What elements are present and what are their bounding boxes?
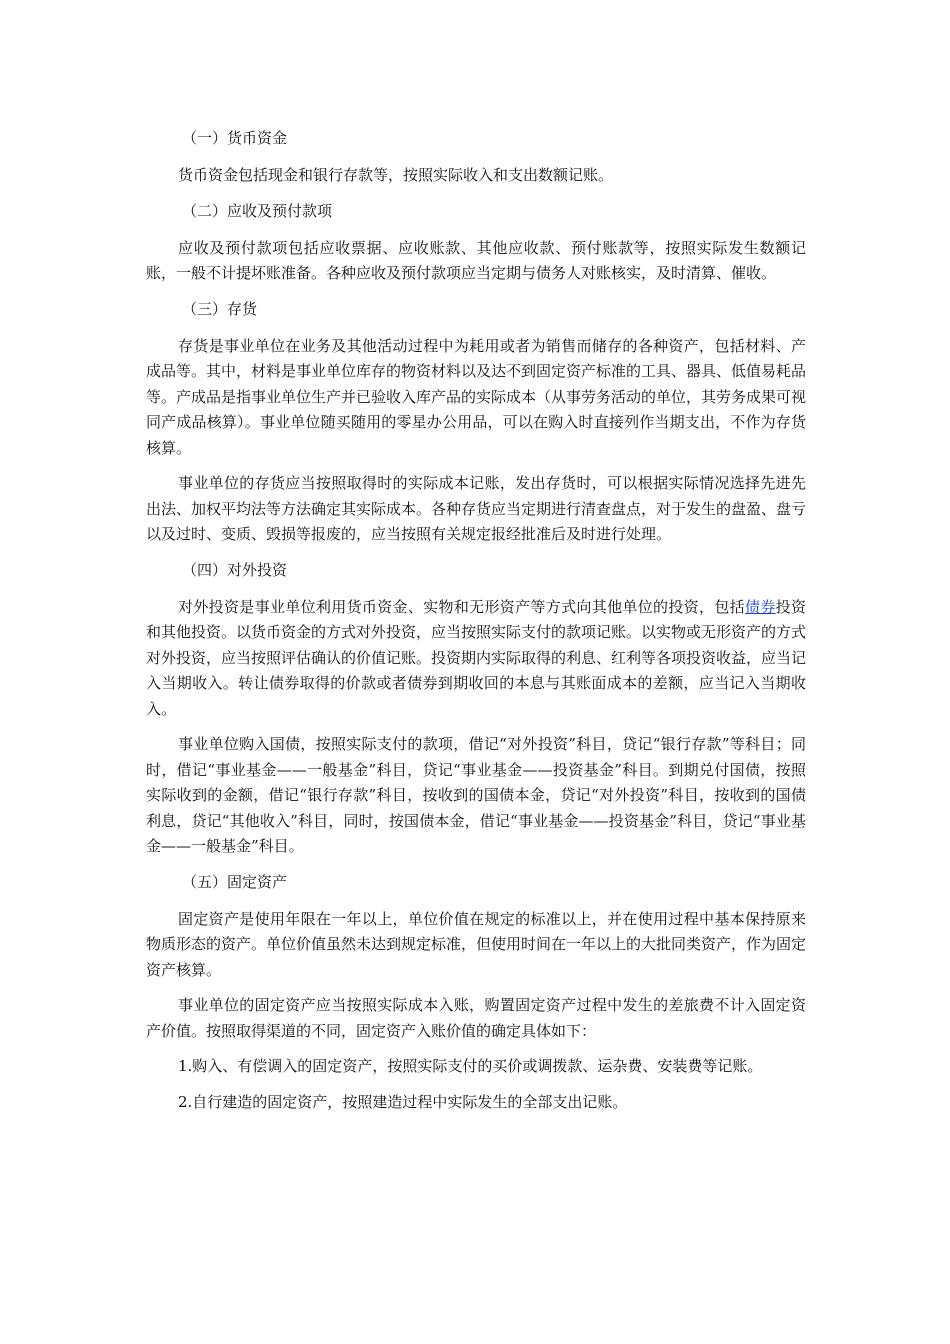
document-page <box>146 126 806 1125</box>
paragraph-monetary-funds: 货币资金包括现金和银行存款等，按照实际收入和支出数额记账。 <box>178 166 614 184</box>
section-heading-inventory: （三）存货 <box>182 299 258 318</box>
paragraph-inventory-valuation: 事业单位的存货应当按照取得时的实际成本记账，发出存货时，可以根据实际情况选择先进先出法、加权平均法等方法确定其实际成本。各种存货应当定期进行清查盘点，对于发生的盘盈、盘亏以及过时、变质、毁损等报废的，应当按照有关规定报经批准后及时进行处理。 <box>146 474 807 543</box>
paragraph-inventory-definition: 存货是事业单位在业务及其他活动过程中为耗用或者为销售而储存的各种资产，包括材料、产成品等。其中，材料是事业单位库存的物资材料以及达不到固定资产标准的工具、器具、低值易耗品等。产成品是指事业单位生产并已验收入库产品的实际成本（从事劳务活动的单位，其劳务成果可视同产成品核算）。事业单位随买随用的零星办公用品，可以在购入时直接列作当期支出，不作为存货核算。 <box>146 336 807 457</box>
paragraph-investments-definition <box>146 595 806 723</box>
paragraph-treasury-bonds: 事业单位购入国债，按照实际支付的款项，借记“对外投资”科目，贷记“银行存款”等科目；同时，借记“事业基金——一般基金”科目，贷记“事业基金——投资基金”科目。到期兑付国债，按照实际收到的金额，借记“银行存款”科目，按收到的国债本金，贷记“对外投资”科目，按收到的国债利息，贷记“其他收入”科目，同时，按国债本金，借记“事业基金——投资基金”科目，贷记“事业基金——一般基金”科目。 <box>146 735 806 855</box>
paragraph-fixed-assets-definition: 固定资产是使用年限在一年以上，单位价值在规定的标准以上，并在使用过程中基本保持原来物质形态的资产。单位价值虽然未达到规定标准，但使用时间在一年以上的大批同类资产，作为固定资产核算。 <box>146 909 807 979</box>
section-heading-fixed-assets: （五）固定资产 <box>182 872 288 891</box>
paragraph-text: 投资和其他投资。以货币资金的方式对外投资，应当按照实际支付的款项记账。以实物或无形资产的方式对外投资，应当按照评估确认的价值记账。投资期内实际取得的利息、红利等各项投资收益，应当记入当期收入。转让债券取得的价款或者债券到期收回的本息与其账面成本的差额，应当记入当期收入。 <box>146 597 807 718</box>
section-heading-receivables: （二）应收及预付款项 <box>182 201 333 220</box>
paragraph-fixed-assets-valuation: 事业单位的固定资产应当按照实际成本入账，购置固定资产过程中发生的差旅费不计入固定资产价值。按照取得渠道的不同，固定资产入账价值的确定具体如下： <box>146 996 806 1040</box>
paragraph-receivables: 应收及预付款项包括应收票据、应收账款、其他应收款、预付账款等，按照实际发生数额记账，一般不计提坏账准备。各种应收及预付款项应当定期与债务人对账核实，及时清算、催收。 <box>146 238 806 282</box>
list-item-purchased-assets: 1.购入、有偿调入的固定资产，按照实际支付的买价或调拨款、运杂费、安装费等记账。 <box>178 1057 763 1075</box>
section-heading-monetary-funds: （一）货币资金 <box>182 129 288 147</box>
paragraph-text: 对外投资是事业单位利用货币资金、实物和无形资产等方式向其他单位的投资，包括 <box>178 597 745 616</box>
list-item-self-built-assets: 2.自行建造的固定资产，按照建造过程中实际发生的全部支出记账。 <box>178 1092 628 1111</box>
bonds-link[interactable]: 债券 <box>745 597 776 616</box>
section-heading-investments: （四）对外投资 <box>182 560 288 579</box>
